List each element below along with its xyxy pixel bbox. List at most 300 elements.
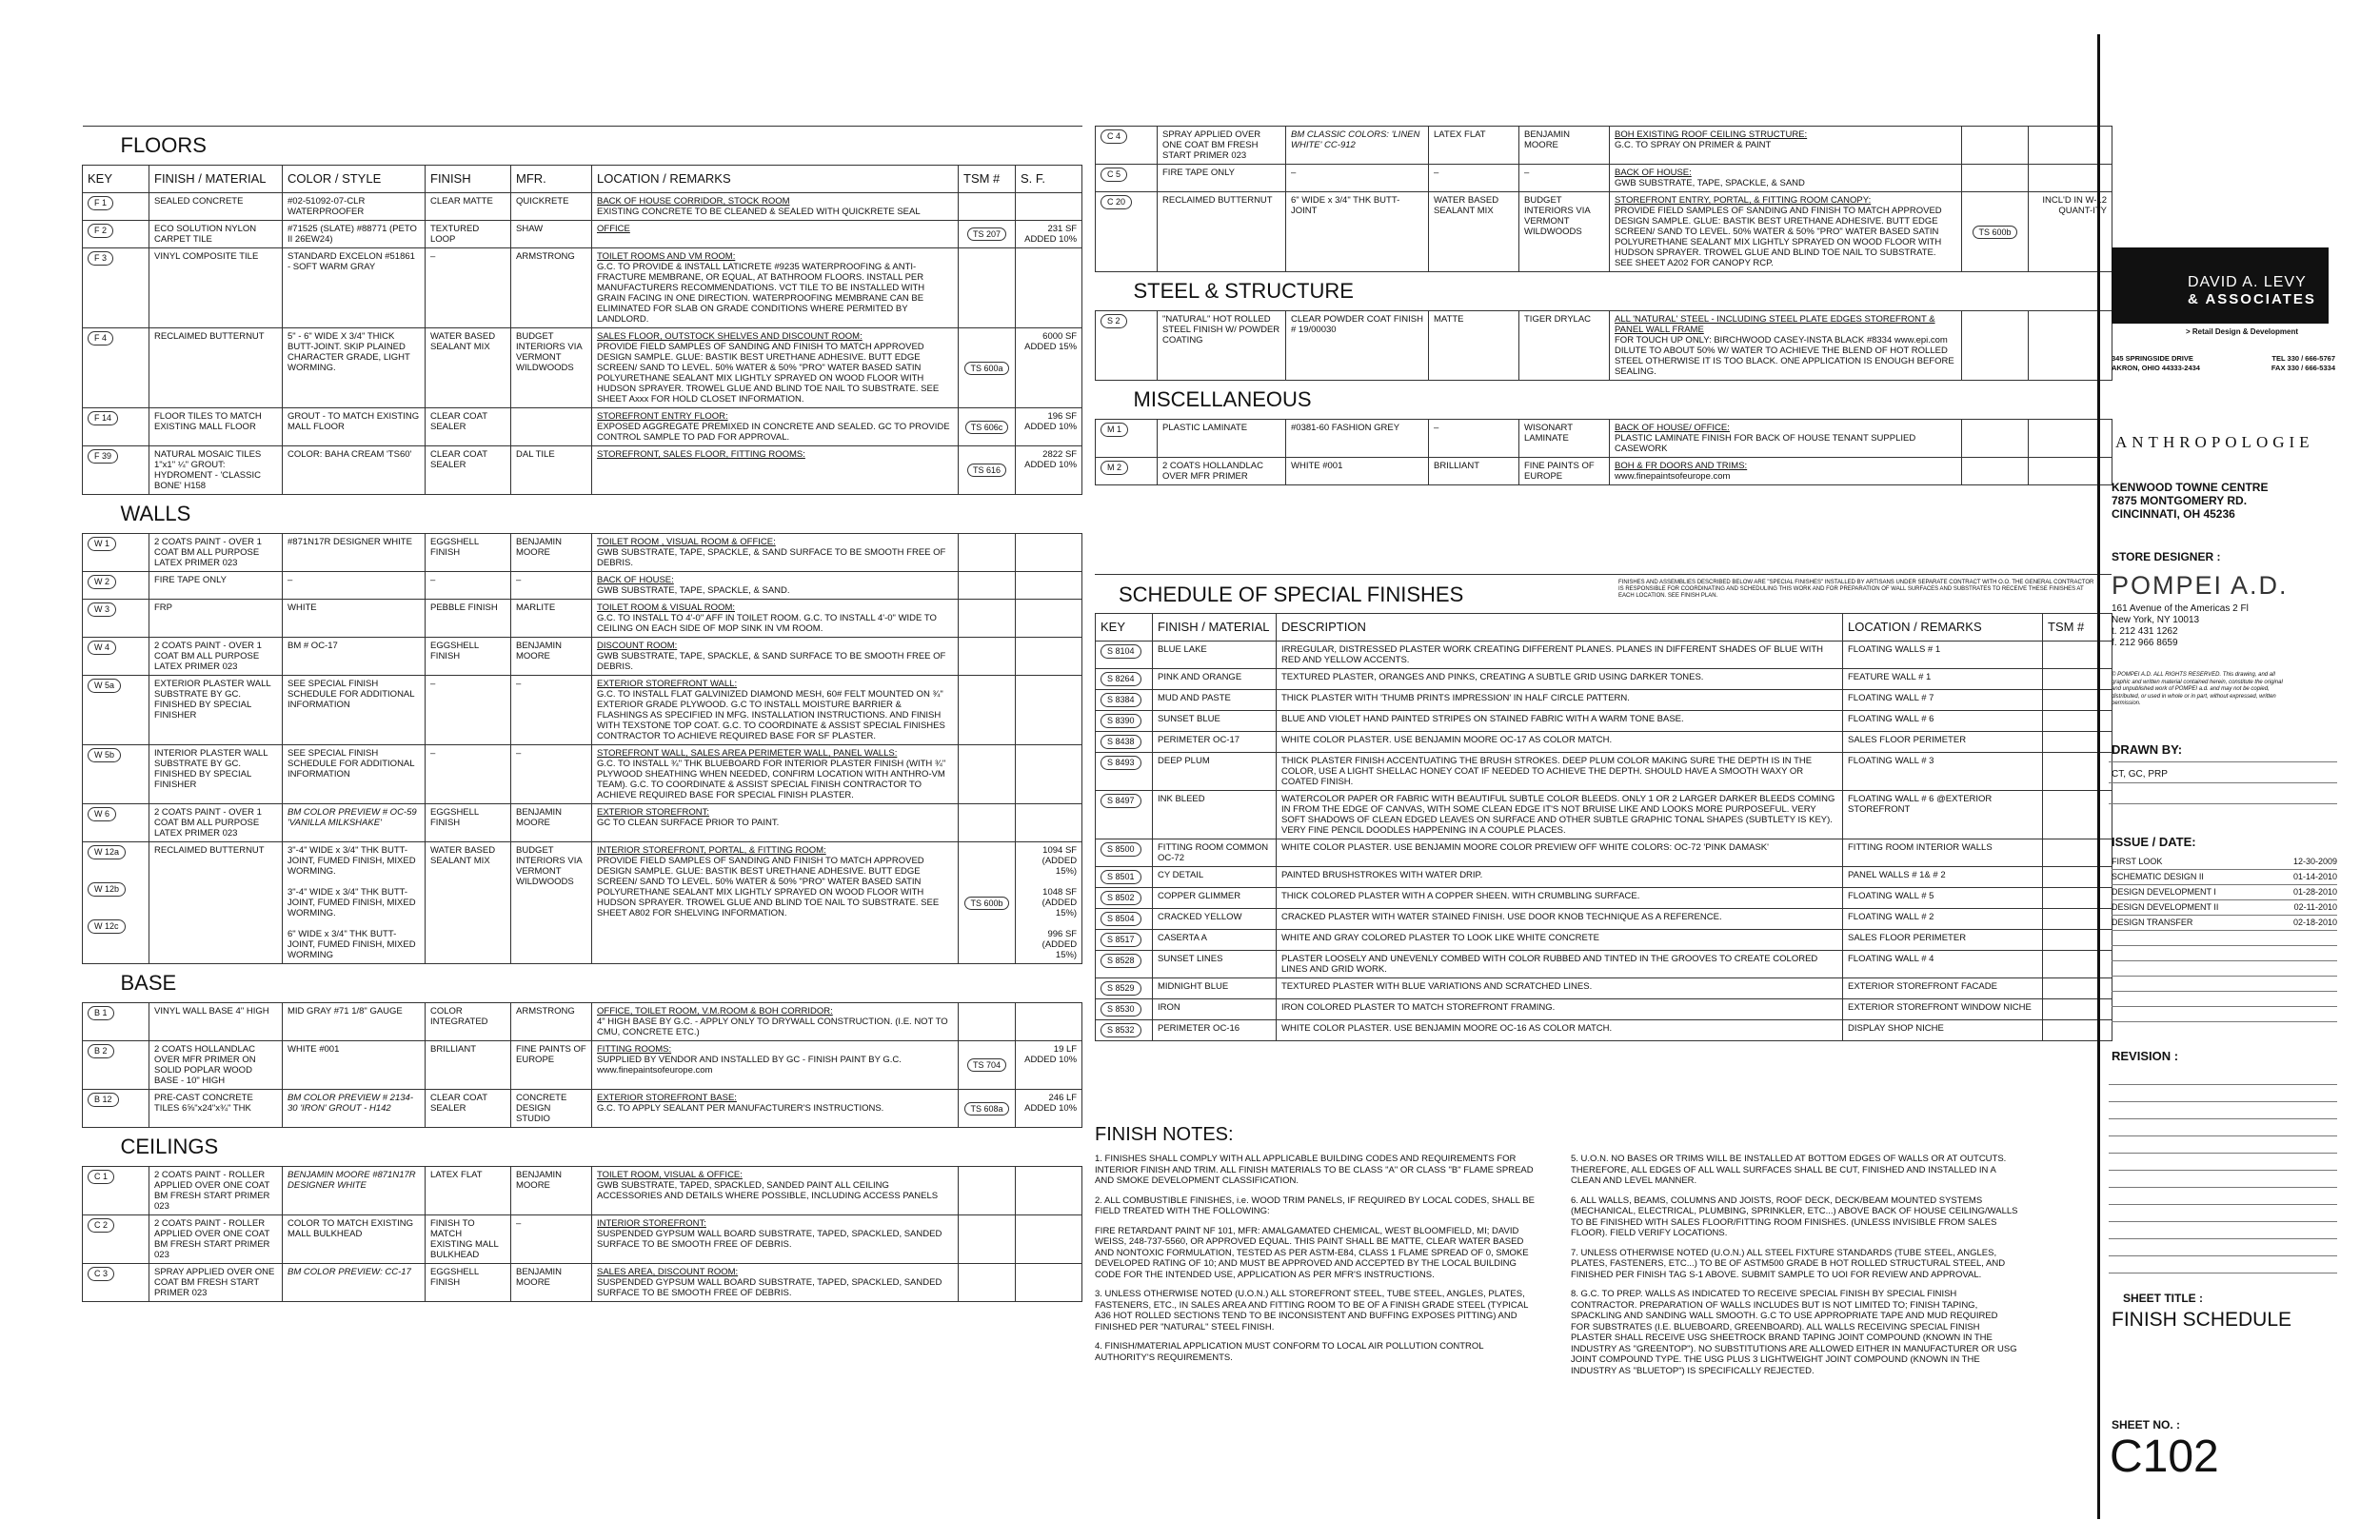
special-finish-row bbox=[1096, 909, 2112, 930]
mfr-cell bbox=[1519, 458, 1610, 485]
color-style: #0381-60 FASHION GREY bbox=[1291, 423, 1400, 433]
manufacturer: ARMSTRONG bbox=[516, 251, 575, 262]
color-style: BM # OC-17 bbox=[288, 641, 338, 651]
special-key-cell bbox=[1096, 839, 1153, 867]
tsm-cell bbox=[1962, 311, 2029, 381]
finish-material: RECLAIMED BUTTERNUT bbox=[154, 845, 265, 856]
section-title bbox=[83, 127, 1082, 166]
finish-type-cell bbox=[426, 221, 511, 248]
finish-type: – bbox=[1434, 168, 1439, 178]
special-header-desc: DESCRIPTION bbox=[1277, 614, 1843, 642]
color-cell bbox=[283, 534, 426, 572]
finish-key-badge: W 12c bbox=[88, 919, 126, 934]
firm-logo bbox=[2112, 247, 2329, 324]
designer-address bbox=[2112, 603, 2249, 649]
color-cell bbox=[283, 1041, 426, 1090]
special-finish-name: MUD AND PASTE bbox=[1158, 693, 1231, 703]
special-tsm-cell bbox=[2043, 839, 2112, 867]
special-desc-cell bbox=[1277, 951, 1843, 978]
finish-note: 4. FINISH/MATERIAL APPLICATION MUST CONFORM TO LOCAL AIR POLLUTION CONTROL AUTHORITY'S REQUIREMENTS. bbox=[1095, 1341, 1484, 1363]
schedule-row bbox=[83, 1215, 1082, 1264]
special-loc-cell bbox=[1843, 791, 2043, 839]
section-title bbox=[83, 964, 1082, 1003]
issue-name: SCHEMATIC DESIGN II bbox=[2112, 872, 2204, 881]
special-key-badge: S 8502 bbox=[1101, 891, 1141, 905]
finish-type: BRILLIANT bbox=[430, 1044, 477, 1055]
color-style: 6" WIDE x 3/4" THK BUTT-JOINT bbox=[1291, 195, 1400, 216]
special-loc-cell bbox=[1843, 690, 2043, 711]
finish-cell bbox=[1158, 311, 1286, 381]
special-loc-cell bbox=[1843, 999, 2043, 1020]
rights-notice: © POMPEI A.D. ALL RIGHTS RESERVED. This drawing, and all graphic and written material contained herein, constitute the original and unpublished work of POMPEI a.d. and may not be copied, distributed, or used in whole or in part, without expressed, written permission. bbox=[2112, 672, 2283, 706]
finish-material: PLASTIC LAMINATE bbox=[1162, 423, 1248, 433]
special-description: THICK PLASTER FINISH ACCENTUATING THE BRUSH STROKES. DEEP PLUM COLOR MAKING SURE THE DEPTH IS IN THE COLOR, USE A LIGHT SHELLAC HONEY COAT IF NEEDED TO ACHIEVE THE DEPTH. SHOULD HAVE A SMOOTH WAXY OR COATED FINISH. bbox=[1281, 756, 1813, 787]
sf-cell bbox=[1016, 745, 1082, 804]
location-title: EXTERIOR STOREFRONT WALL: bbox=[597, 679, 738, 689]
special-description: WHITE COLOR PLASTER. USE BENJAMIN MOORE OC-17 AS COLOR MATCH. bbox=[1281, 735, 1613, 745]
issue-date: 02-18-2010 bbox=[2292, 918, 2337, 927]
manufacturer: ARMSTRONG bbox=[516, 1006, 575, 1017]
finish-type: – bbox=[430, 575, 436, 585]
firm-addr1: 345 SPRINGSIDE DRIVE bbox=[2112, 354, 2193, 363]
special-key-badge: S 8104 bbox=[1101, 644, 1141, 659]
finish-key-badge: B 12 bbox=[88, 1093, 119, 1107]
finish-key-badge: F 14 bbox=[88, 411, 118, 425]
finish-material: 2 COATS PAINT - OVER 1 COAT BM ALL PURPOSE LATEX PRIMER 023 bbox=[154, 537, 262, 568]
special-desc-cell bbox=[1277, 642, 1843, 669]
special-desc-cell bbox=[1277, 999, 1843, 1020]
key-cell bbox=[83, 1003, 149, 1041]
finish-type-cell bbox=[426, 248, 511, 328]
finish-material: 2 COATS PAINT - OVER 1 COAT BM ALL PURPOSE LATEX PRIMER 023 bbox=[154, 641, 262, 672]
location-cell bbox=[592, 193, 959, 221]
finish-cell bbox=[149, 1041, 283, 1090]
special-desc-cell bbox=[1277, 753, 1843, 791]
finish-type: CLEAR COAT SEALER bbox=[430, 449, 487, 470]
sf-cell bbox=[1016, 600, 1082, 638]
finish-material: 2 COATS PAINT - ROLLER APPLIED OVER ONE COAT BM FRESH START PRIMER 023 bbox=[154, 1170, 270, 1212]
finish-key-badge: C 20 bbox=[1101, 195, 1132, 209]
drawn-by-value: CT, GC, PRP bbox=[2112, 769, 2168, 780]
finish-note: 8. G.C. TO PREP. WALLS AS INDICATED TO RECEIVE SPECIAL FINISH BY SPECIAL FINISH CONTRACTOR. PREPARATION OF WALLS INCLUDES BUT IS NOT LIMITED TO; FINISH TAPING, SPACKLING AND SANDING WALL SMOOTH. G.C TO USE APPROPRIATE TAPE AND MUD REQUIRED FOR SUBSTRATES (I.E. BLUEBOARD, GREENBOARD). ALL WALLS RECEIVING SPECIAL FINISH PLASTER SHALL RECEIVE USG SHEETROCK BRAND TAPING JOINT COMPOUND (KNOWN IN THE INDUSTRY AS "GREENTOP"). NO SUBSTITUTIONS ARE ALLOWED EITHER IN MANUFACTURER OR USG JOINT COMPOUND TYPE. THE USG PLUS 3 LIGHTWEIGHT JOINT COMPOUND (KNOWN IN THE INDUSTRY AS "BLUETOP") IS SPECIFICALLY REJECTED. bbox=[1571, 1289, 2017, 1376]
schedule-row bbox=[1096, 458, 2112, 485]
square-feet: 19 LF ADDED 10% bbox=[1024, 1044, 1078, 1065]
tsm-badge: TS 616 bbox=[967, 464, 1006, 477]
location-remarks: G.C. TO APPLY SEALANT PER MANUFACTURER'S INSTRUCTIONS. bbox=[597, 1103, 884, 1114]
finish-cell bbox=[149, 248, 283, 328]
issue-date: 02-11-2010 bbox=[2293, 902, 2337, 912]
designer-label: STORE DESIGNER : bbox=[2112, 550, 2221, 563]
tsm-cell bbox=[1962, 420, 2029, 458]
color-style: BM COLOR PREVIEW # OC-59 'VANILLA MILKSHAKE' bbox=[288, 807, 417, 828]
firm-name: DAVID A. LEVY bbox=[2188, 274, 2307, 290]
special-loc-cell bbox=[1843, 930, 2043, 951]
finish-type: WATER BASED SEALANT MIX bbox=[1434, 195, 1499, 216]
location-title: OFFICE bbox=[597, 224, 630, 234]
sheet-title: FINISH SCHEDULE bbox=[2112, 1309, 2292, 1331]
issue-row bbox=[2112, 900, 2337, 916]
location-cell bbox=[592, 1041, 959, 1090]
special-loc-cell bbox=[1843, 711, 2043, 732]
finish-cell bbox=[149, 842, 283, 964]
schedule-row bbox=[83, 328, 1082, 408]
finish-key-badge: C 2 bbox=[88, 1218, 114, 1233]
location-cell bbox=[1610, 458, 1962, 485]
special-description: IRON COLORED PLASTER TO MATCH STOREFRONT FRAMING. bbox=[1281, 1002, 1556, 1013]
finish-key-badge: C 3 bbox=[88, 1267, 114, 1281]
location-title: ALL 'NATURAL' STEEL - INCLUDING STEEL PLATE EDGES STOREFRONT & PANEL WALL FRAME bbox=[1615, 314, 1935, 335]
finish-type-cell bbox=[426, 328, 511, 408]
location-title: SALES AREA, DISCOUNT ROOM: bbox=[597, 1267, 739, 1277]
manufacturer: – bbox=[1524, 168, 1530, 178]
finish-note: 6. ALL WALLS, BEAMS, COLUMNS AND JOISTS, ROOF DECK, DECK/BEAM MOUNTED SYSTEMS (MECHANICAL, ELECTRICAL, PLUMBING, SPRINKLER, ETC...) ABOVE BACK OF HOUSE CEILING/WALLS TO BE FINISHED WITH SALES FLOOR/FITTING ROOM FINISHES. (UNLESS INVISIBLE FROM SALES FLOOR). FIELD VERIFY LOCATIONS. bbox=[1571, 1194, 2018, 1238]
section-title bbox=[83, 495, 1082, 534]
color-cell bbox=[283, 638, 426, 676]
manufacturer: BENJAMIN MOORE bbox=[516, 807, 563, 828]
finish-material: RECLAIMED BUTTERNUT bbox=[154, 331, 265, 342]
special-tsm-cell bbox=[2043, 669, 2112, 690]
finish-cell bbox=[149, 534, 283, 572]
special-finish-cell bbox=[1153, 711, 1277, 732]
finish-type-cell bbox=[426, 1264, 511, 1302]
special-loc-cell bbox=[1843, 909, 2043, 930]
finish-type-cell bbox=[426, 534, 511, 572]
special-description: IRREGULAR, DISTRESSED PLASTER WORK CREATING DIFFERENT PLANES. PLANES IN DIFFERENT SHADES OF BLUE WITH RED AND YELLOW ACCENTS. bbox=[1281, 644, 1824, 665]
color-cell bbox=[283, 1090, 426, 1128]
schedule-row bbox=[1096, 127, 2112, 165]
tsm-cell bbox=[959, 1003, 1016, 1041]
schedule-row bbox=[83, 408, 1082, 446]
square-feet: 2822 SF ADDED 10% bbox=[1024, 449, 1078, 470]
mfr-cell bbox=[511, 221, 592, 248]
special-tsm-cell bbox=[2043, 1020, 2112, 1041]
special-location: FLOATING WALL # 6 bbox=[1848, 714, 1934, 724]
finish-key-badge: S 2 bbox=[1101, 314, 1127, 328]
header-finish: FINISH / MATERIAL bbox=[149, 166, 283, 193]
special-location: FLOATING WALL # 3 bbox=[1848, 756, 1934, 766]
special-finish-cell bbox=[1153, 839, 1277, 867]
special-finish-name: CRACKED YELLOW bbox=[1158, 912, 1242, 922]
finish-cell bbox=[149, 1215, 283, 1264]
special-description: WATERCOLOR PAPER OR FABRIC WITH BEAUTIFUL SUBTLE COLOR BLEEDS. ONLY 1 OR 2 LARGER DARKER BLEEDS COMING IN FROM THE EDGE OF CANVAS, WITH SOME CLEAN EDGE IT'S NOT BRUISE LIKE AND LOOKS MORE PURPOSEFUL. VERY SOFT SHADOWS OF CLEAN EDGED LEAVES ON SURFACE AND OTHER SUBTLE GRAPHIC TONAL SHAPES (SUBTLETY IS KEY). VERY FINE PENCIL DOODLES HAPPENING IN A COUPLE PLACES. bbox=[1281, 794, 1835, 836]
finish-key-badge: M 1 bbox=[1101, 423, 1128, 437]
manufacturer: FINE PAINTS OF EUROPE bbox=[516, 1044, 586, 1065]
finish-type: EGGSHELL FINISH bbox=[430, 1267, 479, 1288]
special-key-cell bbox=[1096, 791, 1153, 839]
special-location: FLOATING WALL # 7 bbox=[1848, 693, 1934, 703]
column-header-row bbox=[83, 166, 1082, 193]
location-remarks: EXPOSED AGGREGATE PREMIXED IN CONCRETE AND SEALED. GC TO PROVIDE CONTROL SAMPLE TO PAD FOR APPROVAL. bbox=[597, 422, 950, 443]
firm-tel: TEL 330 / 666-5767 bbox=[2271, 354, 2335, 363]
key-cell bbox=[83, 193, 149, 221]
color-style: 3"-4" WIDE x 3/4" THK BUTT-JOINT, FUMED FINISH, MIXED WORMING. 3"-4" WIDE x 3/4" THK BUTT-JOINT, FUMED FINISH, MIXED WORMING. 6" WIDE x 3/4" THK BUTT-JOINT, FUMED FINISH, MIXED WORMING bbox=[288, 845, 416, 960]
finish-cell bbox=[1158, 420, 1286, 458]
location-title: EXTERIOR STOREFRONT: bbox=[597, 807, 710, 818]
finish-material: VINYL COMPOSITE TILE bbox=[154, 251, 259, 262]
issue-name: DESIGN TRANSFER bbox=[2112, 918, 2193, 927]
special-key-badge: S 8532 bbox=[1101, 1023, 1141, 1037]
finish-type: EGGSHELL FINISH bbox=[430, 807, 479, 828]
finish-note: 5. U.O.N. NO BASES OR TRIMS WILL BE INSTALLED AT BOTTOM EDGES OF WALLS OR AT OUTCUTS. THEREFORE, ALL EDGES OF ALL WALL SURFACES SHALL BE CUT, FINISHED AND INSTALLED IN A CLEAN AND LEVEL MANNER. bbox=[1571, 1154, 2007, 1186]
special-location: PANEL WALLS # 1& # 2 bbox=[1848, 870, 1946, 880]
manufacturer: TIGER DRYLAC bbox=[1524, 314, 1592, 325]
finish-cell bbox=[149, 600, 283, 638]
finish-key-badge: B 2 bbox=[88, 1044, 114, 1058]
special-description: PLASTER LOOSELY AND UNEVENLY COMBED WITH COLOR RUBBED AND TINTED IN THE GROOVES TO CREATE COLORED LINES AND GRID WORK. bbox=[1281, 954, 1818, 975]
tsm-cell bbox=[959, 572, 1016, 600]
finish-type-cell bbox=[426, 572, 511, 600]
location-cell bbox=[592, 446, 959, 495]
special-key-cell bbox=[1096, 711, 1153, 732]
special-description: WHITE COLOR PLASTER. USE BENJAMIN MOORE OC-16 AS COLOR MATCH. bbox=[1281, 1023, 1613, 1034]
special-desc-cell bbox=[1277, 711, 1843, 732]
color-cell bbox=[1286, 127, 1429, 165]
special-finish-row bbox=[1096, 999, 2112, 1020]
special-key-badge: S 8504 bbox=[1101, 912, 1141, 926]
special-finish-cell bbox=[1153, 642, 1277, 669]
location-title: STOREFRONT ENTRY, PORTAL, & FITTING ROOM CANOPY: bbox=[1615, 195, 1872, 206]
tsm-cell bbox=[959, 676, 1016, 745]
finish-note: 7. UNLESS OTHERWISE NOTED (U.O.N.) ALL STEEL FIXTURE STANDARDS (TUBE STEEL, ANGLES, PLATES, FASTENERS, ETC...) TO BE OF ASTM500 GRADE B HOT ROLLED STRUCTURAL STEEL, AND FINISHED PER FINISH TAG S-1 ABOVE. SUBMIT SAMPLE TO UOI FOR REVIEW AND APPROVAL. bbox=[1571, 1247, 2006, 1280]
color-style: COLOR TO MATCH EXISTING MALL BULKHEAD bbox=[288, 1218, 413, 1239]
finish-material: INTERIOR PLASTER WALL SUBSTRATE BY GC. FINISHED BY SPECIAL FINISHER bbox=[154, 748, 268, 790]
finish-material: NATURAL MOSAIC TILES 1"x1" ¼" GROUT: HYDROMENT - 'CLASSIC BONE' H158 bbox=[154, 449, 262, 491]
manufacturer: – bbox=[516, 575, 522, 585]
finish-key-badge: F 2 bbox=[88, 224, 113, 238]
special-location: FLOATING WALL # 5 bbox=[1848, 891, 1934, 901]
special-finish-cell bbox=[1153, 978, 1277, 999]
finish-key-badge: W 5b bbox=[88, 748, 121, 762]
special-desc-cell bbox=[1277, 930, 1843, 951]
color-style: SEE SPECIAL FINISH SCHEDULE FOR ADDITIONAL INFORMATION bbox=[288, 748, 415, 780]
mfr-cell bbox=[1519, 192, 1610, 272]
location-title: STOREFRONT ENTRY FLOOR: bbox=[597, 411, 728, 422]
manufacturer: FINE PAINTS OF EUROPE bbox=[1524, 461, 1595, 482]
special-loc-cell bbox=[1843, 732, 2043, 753]
location-cell bbox=[592, 1215, 959, 1264]
special-key-cell bbox=[1096, 951, 1153, 978]
special-tsm-cell bbox=[2043, 951, 2112, 978]
mfr-cell bbox=[511, 572, 592, 600]
schedule-row bbox=[83, 1003, 1082, 1041]
special-key-badge: S 8390 bbox=[1101, 714, 1141, 728]
location-remarks: EXISTING CONCRETE TO BE CLEANED & SEALED WITH QUICKRETE SEAL bbox=[597, 207, 921, 217]
special-loc-cell bbox=[1843, 951, 2043, 978]
revision-label: REVISION : bbox=[2112, 1049, 2179, 1063]
finish-type: CLEAR COAT SEALER bbox=[430, 1093, 487, 1114]
special-desc-cell bbox=[1277, 867, 1843, 888]
mfr-cell bbox=[511, 676, 592, 745]
finish-type-cell bbox=[1429, 420, 1519, 458]
section-title bbox=[83, 1128, 1082, 1167]
firm-addr2: AKRON, OHIO 44333-2434 bbox=[2112, 364, 2200, 372]
sheet-title-label: SHEET TITLE : bbox=[2123, 1292, 2203, 1305]
issue-date: 01-14-2010 bbox=[2292, 872, 2337, 881]
project-line-3: CINCINNATI, OH 45236 bbox=[2112, 507, 2235, 521]
special-loc-cell bbox=[1843, 669, 2043, 690]
schedule-row bbox=[1096, 420, 2112, 458]
schedule-row bbox=[83, 572, 1082, 600]
finish-notes bbox=[1095, 1123, 2112, 1376]
special-finish-cell bbox=[1153, 732, 1277, 753]
location-cell bbox=[1610, 165, 1962, 192]
location-cell bbox=[592, 1167, 959, 1215]
tsm-cell bbox=[1962, 127, 2029, 165]
right-schedule-table bbox=[1095, 126, 2112, 485]
finish-material: SEALED CONCRETE bbox=[154, 196, 244, 207]
finish-type: PEBBLE FINISH bbox=[430, 602, 498, 613]
location-title: OFFICE, TOILET ROOM, V.M.ROOM & BOH CORRIDOR: bbox=[597, 1006, 833, 1017]
schedule-row bbox=[83, 676, 1082, 745]
finish-key-badge: C 5 bbox=[1101, 168, 1127, 182]
finish-type-cell bbox=[426, 1041, 511, 1090]
left-schedule-table bbox=[82, 126, 1082, 1302]
finish-cell bbox=[149, 1003, 283, 1041]
finish-key-badge: W 12a bbox=[88, 845, 126, 859]
special-key-badge: S 8438 bbox=[1101, 735, 1141, 749]
special-key-cell bbox=[1096, 999, 1153, 1020]
mfr-cell bbox=[511, 446, 592, 495]
manufacturer: BUDGET INTERIORS VIA VERMONT WILDWOODS bbox=[516, 331, 583, 373]
sf-cell bbox=[1016, 572, 1082, 600]
color-style: 5" - 6" WIDE X 3/4" THICK BUTT-JOINT. SKIP PLAINED CHARACTER GRADE, LIGHT WORMING. bbox=[288, 331, 410, 373]
finish-notes-left bbox=[1095, 1154, 1542, 1372]
special-key-badge: S 8264 bbox=[1101, 672, 1141, 686]
color-style: CLEAR POWDER COAT FINISH # 19/00030 bbox=[1291, 314, 1423, 335]
designer-fax: f. 212 966 8659 bbox=[2112, 638, 2178, 648]
sf-cell bbox=[1016, 1264, 1082, 1302]
special-tsm-cell bbox=[2043, 791, 2112, 839]
special-tsm-cell bbox=[2043, 909, 2112, 930]
finish-notes-right bbox=[1571, 1154, 2018, 1385]
finish-type-cell bbox=[1429, 458, 1519, 485]
location-remarks: www.finepaintsofeurope.com bbox=[1615, 471, 1731, 482]
location-title: EXTERIOR STOREFRONT BASE: bbox=[597, 1093, 737, 1103]
key-cell bbox=[83, 676, 149, 745]
mfr-cell bbox=[511, 600, 592, 638]
special-finishes-table bbox=[1095, 613, 2112, 1041]
tsm-badge: TS 608a bbox=[964, 1102, 1008, 1116]
location-cell bbox=[592, 638, 959, 676]
key-cell bbox=[1096, 458, 1158, 485]
special-key-cell bbox=[1096, 753, 1153, 791]
issue-name: DESIGN DEVELOPMENT II bbox=[2112, 902, 2219, 912]
special-key-badge: S 8528 bbox=[1101, 954, 1141, 968]
special-finish-name: COPPER GLIMMER bbox=[1158, 891, 1241, 901]
sf-cell bbox=[1016, 221, 1082, 248]
finish-key-badge: F 39 bbox=[88, 449, 118, 464]
special-key-cell bbox=[1096, 930, 1153, 951]
mfr-cell bbox=[1519, 420, 1610, 458]
schedule-row bbox=[83, 1264, 1082, 1302]
square-feet: 246 LF ADDED 10% bbox=[1024, 1093, 1078, 1114]
special-loc-cell bbox=[1843, 642, 2043, 669]
header-mfr: MFR. bbox=[511, 166, 592, 193]
finish-type: EGGSHELL FINISH bbox=[430, 537, 479, 558]
finish-key-badge: W 1 bbox=[88, 537, 116, 551]
finish-type: BRILLIANT bbox=[1434, 461, 1480, 471]
tsm-cell bbox=[959, 745, 1016, 804]
schedule-row bbox=[83, 248, 1082, 328]
finish-type: CLEAR MATTE bbox=[430, 196, 493, 207]
location-title: TOILET ROOM, VISUAL & OFFICE: bbox=[597, 1170, 743, 1180]
finish-key-badge: F 1 bbox=[88, 196, 113, 210]
sf-cell bbox=[1016, 446, 1082, 495]
finish-material: ECO SOLUTION NYLON CARPET TILE bbox=[154, 224, 257, 245]
section-title-text: FLOORS bbox=[120, 133, 207, 157]
special-tsm-cell bbox=[2043, 867, 2112, 888]
sf-cell bbox=[1016, 638, 1082, 676]
color-style: – bbox=[288, 575, 293, 585]
key-cell bbox=[83, 1090, 149, 1128]
tsm-badge: TS 600b bbox=[964, 897, 1008, 910]
tsm-cell bbox=[959, 534, 1016, 572]
issue-row bbox=[2112, 855, 2337, 870]
finish-type-cell bbox=[426, 1215, 511, 1264]
location-remarks: GWB SUBSTRATE, TAPE, SPACKLE, & SAND. bbox=[597, 585, 790, 596]
issue-row bbox=[2112, 885, 2337, 900]
special-finish-name: SUNSET LINES bbox=[1158, 954, 1223, 964]
color-cell bbox=[283, 745, 426, 804]
finish-cell bbox=[1158, 127, 1286, 165]
finish-material: 2 COATS HOLLANDLAC OVER MFR PRIMER bbox=[1162, 461, 1263, 482]
location-title: BACK OF HOUSE CORRIDOR, STOCK ROOM bbox=[597, 196, 790, 207]
firm-fax: FAX 330 / 666-5334 bbox=[2271, 364, 2335, 372]
mfr-cell bbox=[511, 248, 592, 328]
special-key-cell bbox=[1096, 732, 1153, 753]
location-remarks: GC TO CLEAN SURFACE PRIOR TO PAINT. bbox=[597, 818, 780, 828]
tsm-cell bbox=[959, 1090, 1016, 1128]
tsm-cell bbox=[1962, 192, 2029, 272]
designer-addr1: 161 Avenue of the Americas 2 Fl bbox=[2112, 603, 2249, 614]
sf-cell bbox=[1016, 804, 1082, 842]
manufacturer: DAL TILE bbox=[516, 449, 555, 460]
mfr-cell bbox=[511, 1215, 592, 1264]
location-remarks: SUSPENDED GYPSUM WALL BOARD SUBSTRATE, TAPED, SPACKLED, SANDED SURFACE TO BE SMOOTH FREE OF DEBRIS. bbox=[597, 1229, 942, 1250]
finish-type: LATEX FLAT bbox=[1434, 129, 1486, 140]
key-cell bbox=[83, 1041, 149, 1090]
finish-note: FIRE RETARDANT PAINT NF 101, MFR: AMALGAMATED CHEMICAL, WEST BLOOMFIELD, MI; DAVID WEISS, 248-737-5560, OR APPROVED EQUAL. THIS PAINT SHALL BE MATTE, CLEAR WATER BASED AND NONTOXIC FORMULATION, TESTED AS PER ASTM-E84, CLASS 1 FLAME SPREAD OF 0, SMOKE DEVELOPED RATING OF 10; AND MUST BE APPROVED AND ACCEPTED BY THE LOCAL BUILDING CODE FOR THE INTENDED USE, APPLICATION AS PER MFR'S INSTRUCTIONS. bbox=[1095, 1225, 1529, 1280]
section-title-text: CEILINGS bbox=[120, 1135, 219, 1158]
location-remarks: GWB SUBSTRATE, TAPE, SPACKLE, & SAND SURFACE TO BE SMOOTH FREE OF DEBRIS. bbox=[597, 651, 946, 672]
finish-type-cell bbox=[426, 408, 511, 446]
color-cell bbox=[283, 842, 426, 964]
finish-type-cell bbox=[426, 638, 511, 676]
color-style: STANDARD EXCELON #51861 - SOFT WARM GRAY bbox=[288, 251, 415, 272]
special-location: EXTERIOR STOREFRONT WINDOW NICHE bbox=[1848, 1002, 2032, 1013]
issue-name: DESIGN DEVELOPMENT I bbox=[2112, 887, 2216, 897]
special-finish-cell bbox=[1153, 867, 1277, 888]
color-style: WHITE bbox=[288, 602, 317, 613]
square-feet: 6000 SF ADDED 15% bbox=[1024, 331, 1078, 352]
color-style: BM COLOR PREVIEW # 2134-30 'IRON' GROUT - H142 bbox=[288, 1093, 413, 1114]
manufacturer: BENJAMIN MOORE bbox=[1524, 129, 1571, 150]
title-block-border bbox=[2097, 34, 2100, 1519]
finish-cell bbox=[149, 804, 283, 842]
mfr-cell bbox=[511, 804, 592, 842]
designer-name: POMPEI A.D. bbox=[2112, 571, 2289, 600]
mfr-cell bbox=[511, 842, 592, 964]
schedule-row bbox=[83, 804, 1082, 842]
finish-key-badge: W 4 bbox=[88, 641, 116, 655]
project-line-2: 7875 MONTGOMERY RD. bbox=[2112, 494, 2248, 507]
client-name: ANTHROPOLOGIE bbox=[2115, 433, 2314, 451]
finish-cell bbox=[149, 221, 283, 248]
location-remarks: GWB SUBSTRATE, TAPED, SPACKLED, SANDED PAINT ALL CEILING ACCESSORIES AND DETAILS WHERE POSSIBLE, INCLUDING ACCESS PANELS bbox=[597, 1180, 939, 1201]
sf-cell bbox=[1016, 1167, 1082, 1215]
location-title: BACK OF HOUSE: bbox=[1615, 168, 1692, 178]
section-title-text: WALLS bbox=[120, 502, 191, 525]
